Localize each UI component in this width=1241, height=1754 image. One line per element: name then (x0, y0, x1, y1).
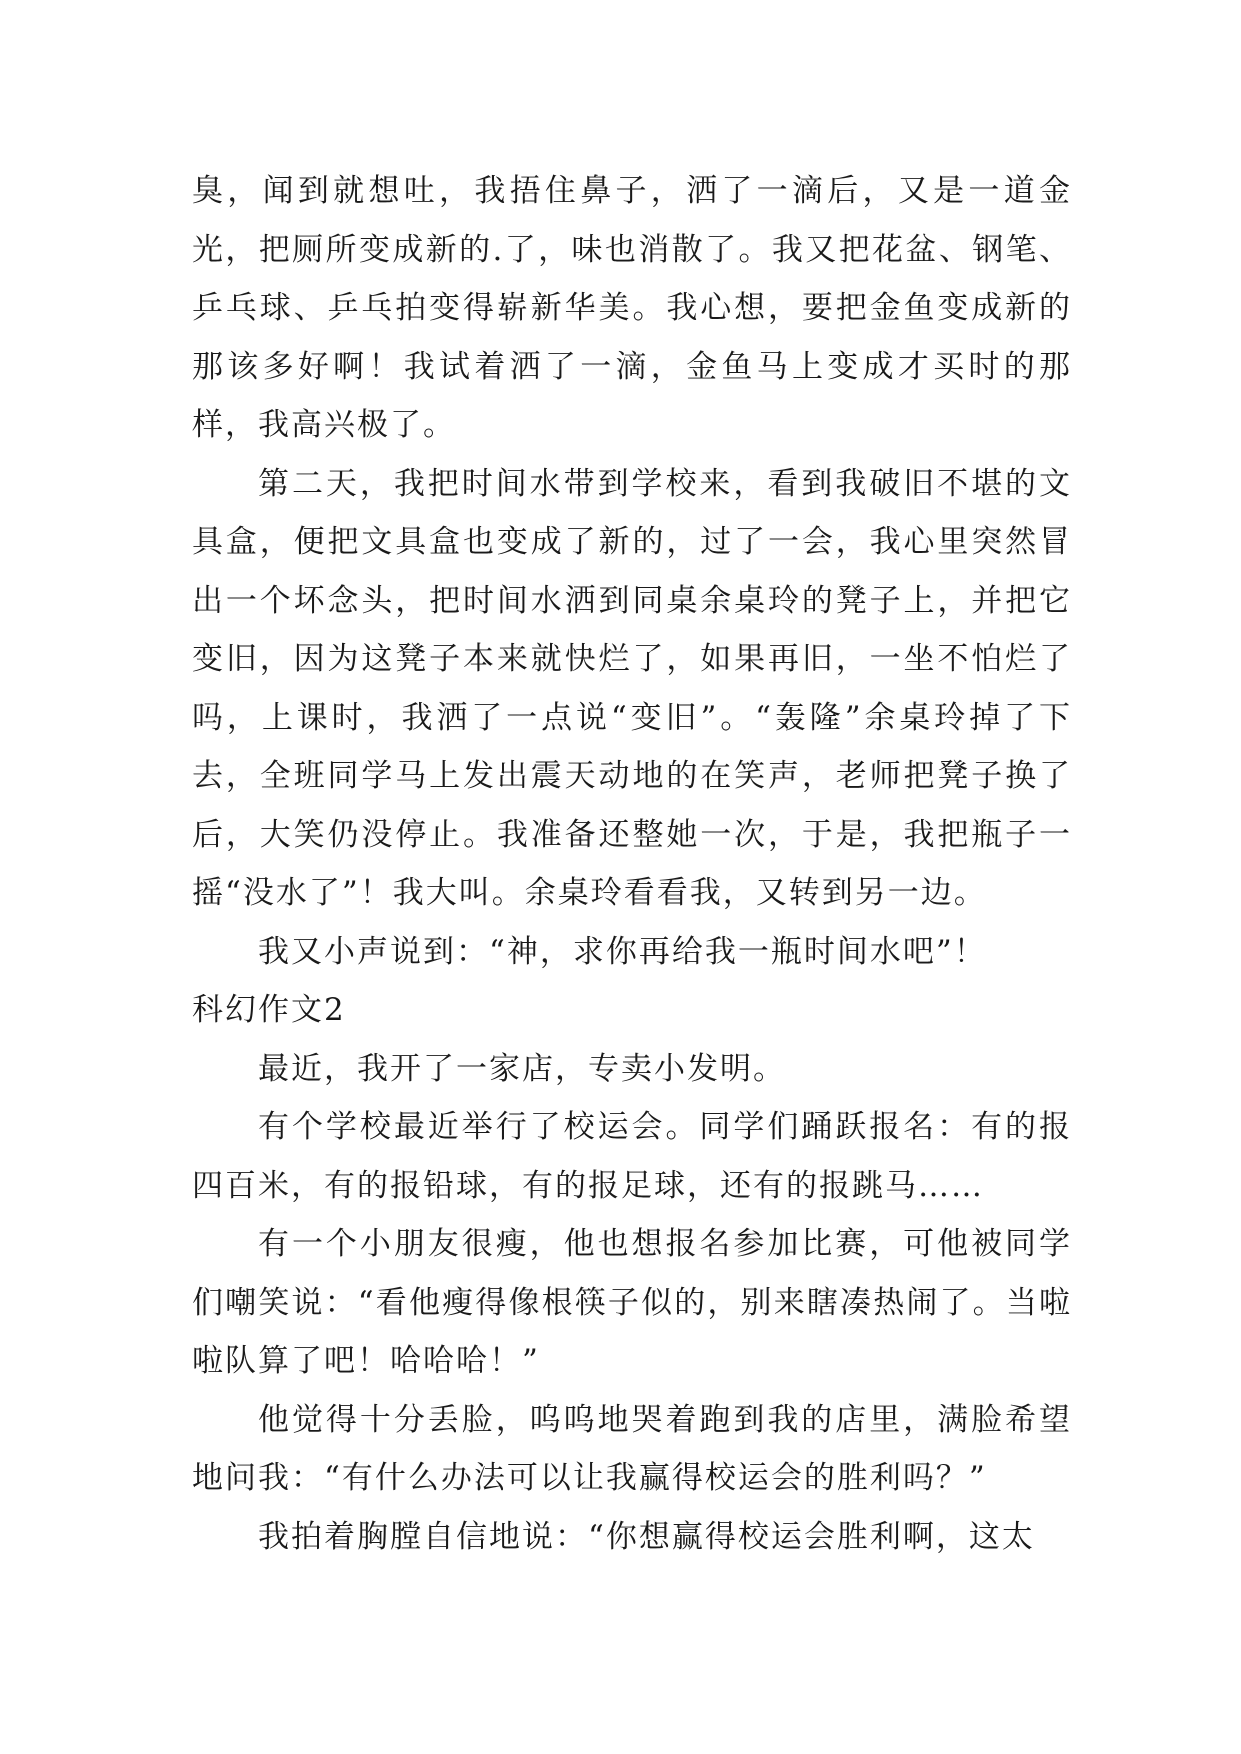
paragraph: 有个学校最近举行了校运会。同学们踊跃报名：有的报四百米，有的报铅球，有的报足球，还有的报跳马…… (192, 1109, 1072, 1204)
paragraph: 他觉得十分丢脸，呜呜地哭着跑到我的店里，满脸希望地问我：“有什么办法可以让我赢得校运会的胜利吗？” (192, 1401, 1072, 1496)
paragraph: 最近，我开了一家店，专卖小发明。 (258, 1050, 786, 1087)
paragraph-continued: 臭，闻到就想吐，我捂住鼻子，洒了一滴后，又是一道金光，把厕所变成新的.了，味也消散了。我又把花盆、钢笔、乒乓球、乒乓拍变得崭新华美。我心想，要把金鱼变成新的那该多好啊！我试着洒了一滴，金鱼马上变成才买时的那样，我高兴极了。 (192, 173, 1072, 443)
paragraph: 我又小声说到：“神，求你再给我一瓶时间水吧”！ (258, 933, 987, 970)
article-title: 科幻作文2 (192, 992, 346, 1028)
paragraph: 我拍着胸膛自信地说：“你想赢得校运会胜利啊，这太 (258, 1518, 1035, 1555)
paragraph: 有一个小朋友很瘦，他也想报名参加比赛，可他被同学们嘲笑说：“看他瘦得像根筷子似的，别来瞎凑热闹了。当啦啦队算了吧！哈哈哈！” (192, 1226, 1072, 1379)
paragraph: 第二天，我把时间水带到学校来，看到我破旧不堪的文具盒，便把文具盒也变成了新的，过了一会，我心里突然冒出一个坏念头，把时间水洒到同桌余桌玲的凳子上，并把它变旧，因为这凳子本来就快烂了，如果再旧，一坐不怕烂了吗，上课时，我洒了一点说“变旧”。“轰隆”余桌玲掉了下去，全班同学马上发出震天动地的在笑声，老师把凳子换了后，大笑仍没停止。我准备还整她一次，于是，我把瓶子一摇“没水了”！我大叫。余桌玲看看我，又转到另一边。 (192, 465, 1072, 911)
document-body (192, 162, 1072, 1566)
